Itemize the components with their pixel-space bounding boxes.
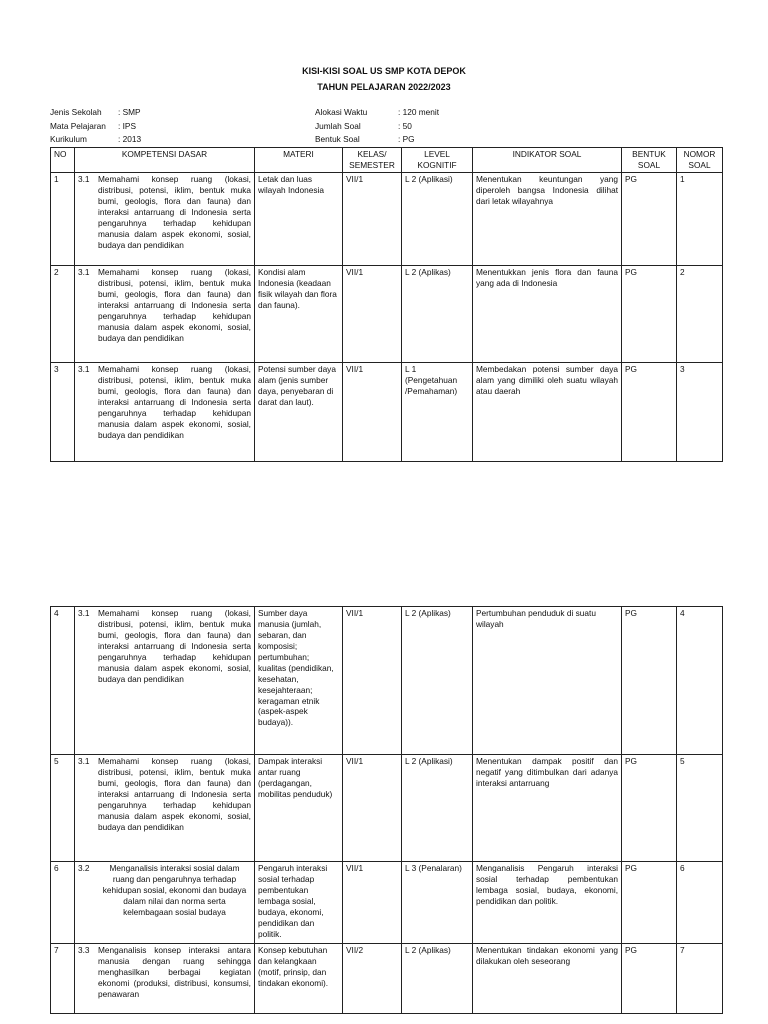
cell-bentuk: PG xyxy=(622,755,677,862)
info-row xyxy=(315,121,439,135)
cell-nomor: 2 xyxy=(677,265,723,362)
kd-text: Menganalisis konsep interaksi antara manusia dengan ruang sehingga menghasilkan berbagai kegiatan ekonomi (produksi, distribusi, konsumsi, penawaran xyxy=(98,945,251,999)
cell-bentuk: PG xyxy=(622,944,677,1014)
kd-number: 3.1 xyxy=(78,173,90,184)
cell-kompetensi xyxy=(75,755,255,862)
info-value: : 120 menit xyxy=(398,107,440,117)
cell-kompetensi xyxy=(75,362,255,461)
info-label: Bentuk Soal xyxy=(315,134,360,144)
kd-text: Memahami konsep ruang (lokasi, distribusi, potensi, iklim, bentuk muka bumi, geologis, flora dan fauna) dan interaksi antarruang di Indonesia serta pengaruhnya terhadap kehidupan manusia dalam aspek ekonomi, sosial, budaya dan pendidikan xyxy=(98,756,251,832)
cell-level: L 2 (Aplikasi) xyxy=(402,172,473,265)
cell-materi: Sumber daya manusia (jumlah, sebaran, dan komposisi; pertumbuhan; kualitas (pendidikan, kesehatan, kesejahteraan; keragaman etnik (aspek-aspek budaya)). xyxy=(255,607,343,755)
cell-bentuk: PG xyxy=(622,862,677,944)
cell-level: L 2 (Aplikas) xyxy=(402,265,473,362)
cell-kompetensi xyxy=(75,944,255,1014)
document-subtitle: TAHUN PELAJARAN 2022/2023 xyxy=(317,82,451,92)
cell-level: L 2 (Aplikasi) xyxy=(402,755,473,862)
info-value: : 50 xyxy=(398,120,412,131)
cell-materi: Kondisi alam Indonesia (keadaan fisik wilayah dan flora dan fauna). xyxy=(255,265,343,362)
table-row xyxy=(51,944,723,1014)
header-kelas-semester: KELAS/ SEMESTER xyxy=(343,148,402,173)
header-nomor-soal: NOMOR SOAL xyxy=(677,148,723,173)
cell-kelas: VII/2 xyxy=(343,944,402,1014)
cell-no: 5 xyxy=(51,755,75,862)
cell-kompetensi xyxy=(75,172,255,265)
cell-kompetensi xyxy=(75,607,255,755)
info-value: : SMP xyxy=(118,107,141,117)
cell-bentuk: PG xyxy=(622,362,677,461)
table-row xyxy=(51,862,723,944)
info-label: Jumlah Soal xyxy=(315,120,361,131)
table-row xyxy=(51,265,723,362)
cell-materi: Potensi sumber daya alam (jenis sumber daya, penyebaran di darat dan laut). xyxy=(255,362,343,461)
info-row xyxy=(50,134,141,148)
info-label: Kurikulum xyxy=(50,134,87,144)
kd-number: 3.1 xyxy=(78,756,90,766)
cell-materi: Letak dan luas wilayah Indonesia xyxy=(255,172,343,265)
cell-kelas: VII/1 xyxy=(343,862,402,944)
info-right xyxy=(315,107,439,148)
cell-kompetensi xyxy=(75,265,255,362)
kd-text: Menganalisis interaksi sosial dalam ruang dan pengaruhnya terhadap kehidupan sosial, ekonomi dan budaya dalam nilai dan norma serta kelembagaan sosial budaya xyxy=(102,863,247,917)
cell-no: 4 xyxy=(51,607,75,755)
cell-kelas: VII/1 xyxy=(343,362,402,461)
cell-kelas: VII/1 xyxy=(343,265,402,362)
info-row xyxy=(315,134,439,148)
kd-number: 3.1 xyxy=(78,363,90,374)
document-title: KISI-KISI SOAL US SMP KOTA DEPOK xyxy=(302,66,466,76)
info-label: Jenis Sekolah xyxy=(50,107,102,117)
table-header-row xyxy=(51,148,723,173)
cell-indikator: Pertumbuhan penduduk di suatu wilayah xyxy=(473,607,622,755)
cell-level: L 1 (Pengetahuan /Pemahaman) xyxy=(402,362,473,461)
cell-indikator: Menentukan keuntungan yang diperoleh bangsa Indonesia dilihat dari letak wilayahnya xyxy=(473,172,622,265)
table-row xyxy=(51,607,723,755)
cell-materi: Konsep kebutuhan dan kelangkaan (motif, prinsip, dan tindakan ekonomi). xyxy=(255,944,343,1014)
cell-nomor: 6 xyxy=(677,862,723,944)
cell-nomor: 7 xyxy=(677,944,723,1014)
cell-indikator: Menentukkan jenis flora dan fauna yang ada di Indonesia xyxy=(473,265,622,362)
info-label: Mata Pelajaran xyxy=(50,120,106,131)
cell-no: 7 xyxy=(51,944,75,1014)
info-left xyxy=(50,107,141,148)
cell-bentuk: PG xyxy=(622,265,677,362)
cell-no: 2 xyxy=(51,265,75,362)
cell-no: 6 xyxy=(51,862,75,944)
cell-indikator: Menentukan tindakan ekonomi yang dilakukan oleh seseorang xyxy=(473,944,622,1014)
info-row xyxy=(315,107,439,121)
table-row xyxy=(51,362,723,461)
cell-nomor: 1 xyxy=(677,172,723,265)
cell-nomor: 4 xyxy=(677,607,723,755)
cell-nomor: 3 xyxy=(677,362,723,461)
cell-materi: Pengaruh interaksi sosial terhadap pembentukan lembaga sosial, budaya, ekonomi, pendidikan dan politik. xyxy=(255,862,343,944)
info-value: : IPS xyxy=(118,120,136,131)
header-materi: MATERI xyxy=(255,148,343,173)
kd-text: Memahami konsep ruang (lokasi, distribusi, potensi, iklim, bentuk muka bumi, geologis, flora dan fauna) dan interaksi antarruang di Indonesia serta pengaruhnya terhadap kehidupan manusia dalam aspek ekonomi, sosial, budaya dan pendidikan xyxy=(98,266,251,343)
info-row xyxy=(50,107,141,121)
table-row xyxy=(51,172,723,265)
kd-number: 3.1 xyxy=(78,266,90,277)
kd-number: 3.1 xyxy=(78,608,90,618)
cell-kelas: VII/1 xyxy=(343,607,402,755)
info-row xyxy=(50,121,141,135)
cell-indikator: Membedakan potensi sumber daya alam yang dimiliki oleh suatu wilayah atau daerah xyxy=(473,362,622,461)
cell-level: L 2 (Aplikas) xyxy=(402,944,473,1014)
cell-nomor: 5 xyxy=(677,755,723,862)
cell-indikator: Menentukan dampak positif dan negatif yang ditimbulkan dari adanya interaksi antarruang xyxy=(473,755,622,862)
header-indikator-soal: INDIKATOR SOAL xyxy=(473,148,622,173)
header-kompetensi-dasar: KOMPETENSI DASAR xyxy=(75,148,255,173)
cell-kompetensi xyxy=(75,862,255,944)
kd-number: 3.3 xyxy=(78,945,90,955)
cell-materi: Dampak interaksi antar ruang (perdagangan, mobilitas penduduk) xyxy=(255,755,343,862)
kd-text: Memahami konsep ruang (lokasi, distribusi, potensi, iklim, bentuk muka bumi, geologis, flora dan fauna) dan interaksi antarruang di Indonesia serta pengaruhnya terhadap kehidupan manusia dalam aspek ekonomi, sosial, budaya dan pendidikan xyxy=(98,173,251,250)
cell-bentuk: PG xyxy=(622,607,677,755)
info-value: : 2013 xyxy=(118,134,142,144)
kd-text: Memahami konsep ruang (lokasi, distribusi, potensi, iklim, bentuk muka bumi, geologis, flora dan fauna) dan interaksi antarruang di Indonesia serta pengaruhnya terhadap kehidupan manusia dalam aspek ekonomi, sosial, budaya dan pendidikan xyxy=(98,608,251,684)
header-bentuk-soal: BENTUK SOAL xyxy=(622,148,677,173)
header-no: NO xyxy=(51,148,75,173)
cell-bentuk: PG xyxy=(622,172,677,265)
info-label: Alokasi Waktu xyxy=(315,107,368,117)
header-level-kognitif: LEVEL KOGNITIF xyxy=(402,148,473,173)
cell-kelas: VII/1 xyxy=(343,172,402,265)
kisi-kisi-table-continued xyxy=(50,606,723,1014)
table-row xyxy=(51,755,723,862)
cell-indikator: Menganalisis Pengaruh interaksi sosial terhadap pembentukan lembaga sosial, budaya, ekonomi, pendidikan dan politik. xyxy=(473,862,622,944)
kd-text: Memahami konsep ruang (lokasi, distribusi, potensi, iklim, bentuk muka bumi, geologis, flora dan fauna) dan interaksi antarruang di Indonesia serta pengaruhnya terhadap kehidupan manusia dalam aspek ekonomi, sosial, budaya dan pendidikan xyxy=(98,363,251,440)
cell-no: 3 xyxy=(51,362,75,461)
cell-level: L 2 (Aplikas) xyxy=(402,607,473,755)
cell-no: 1 xyxy=(51,172,75,265)
cell-level: L 3 (Penalaran) xyxy=(402,862,473,944)
info-value: : PG xyxy=(398,134,415,144)
kisi-kisi-table xyxy=(50,147,723,462)
cell-kelas: VII/1 xyxy=(343,755,402,862)
kd-number: 3.2 xyxy=(78,863,90,873)
